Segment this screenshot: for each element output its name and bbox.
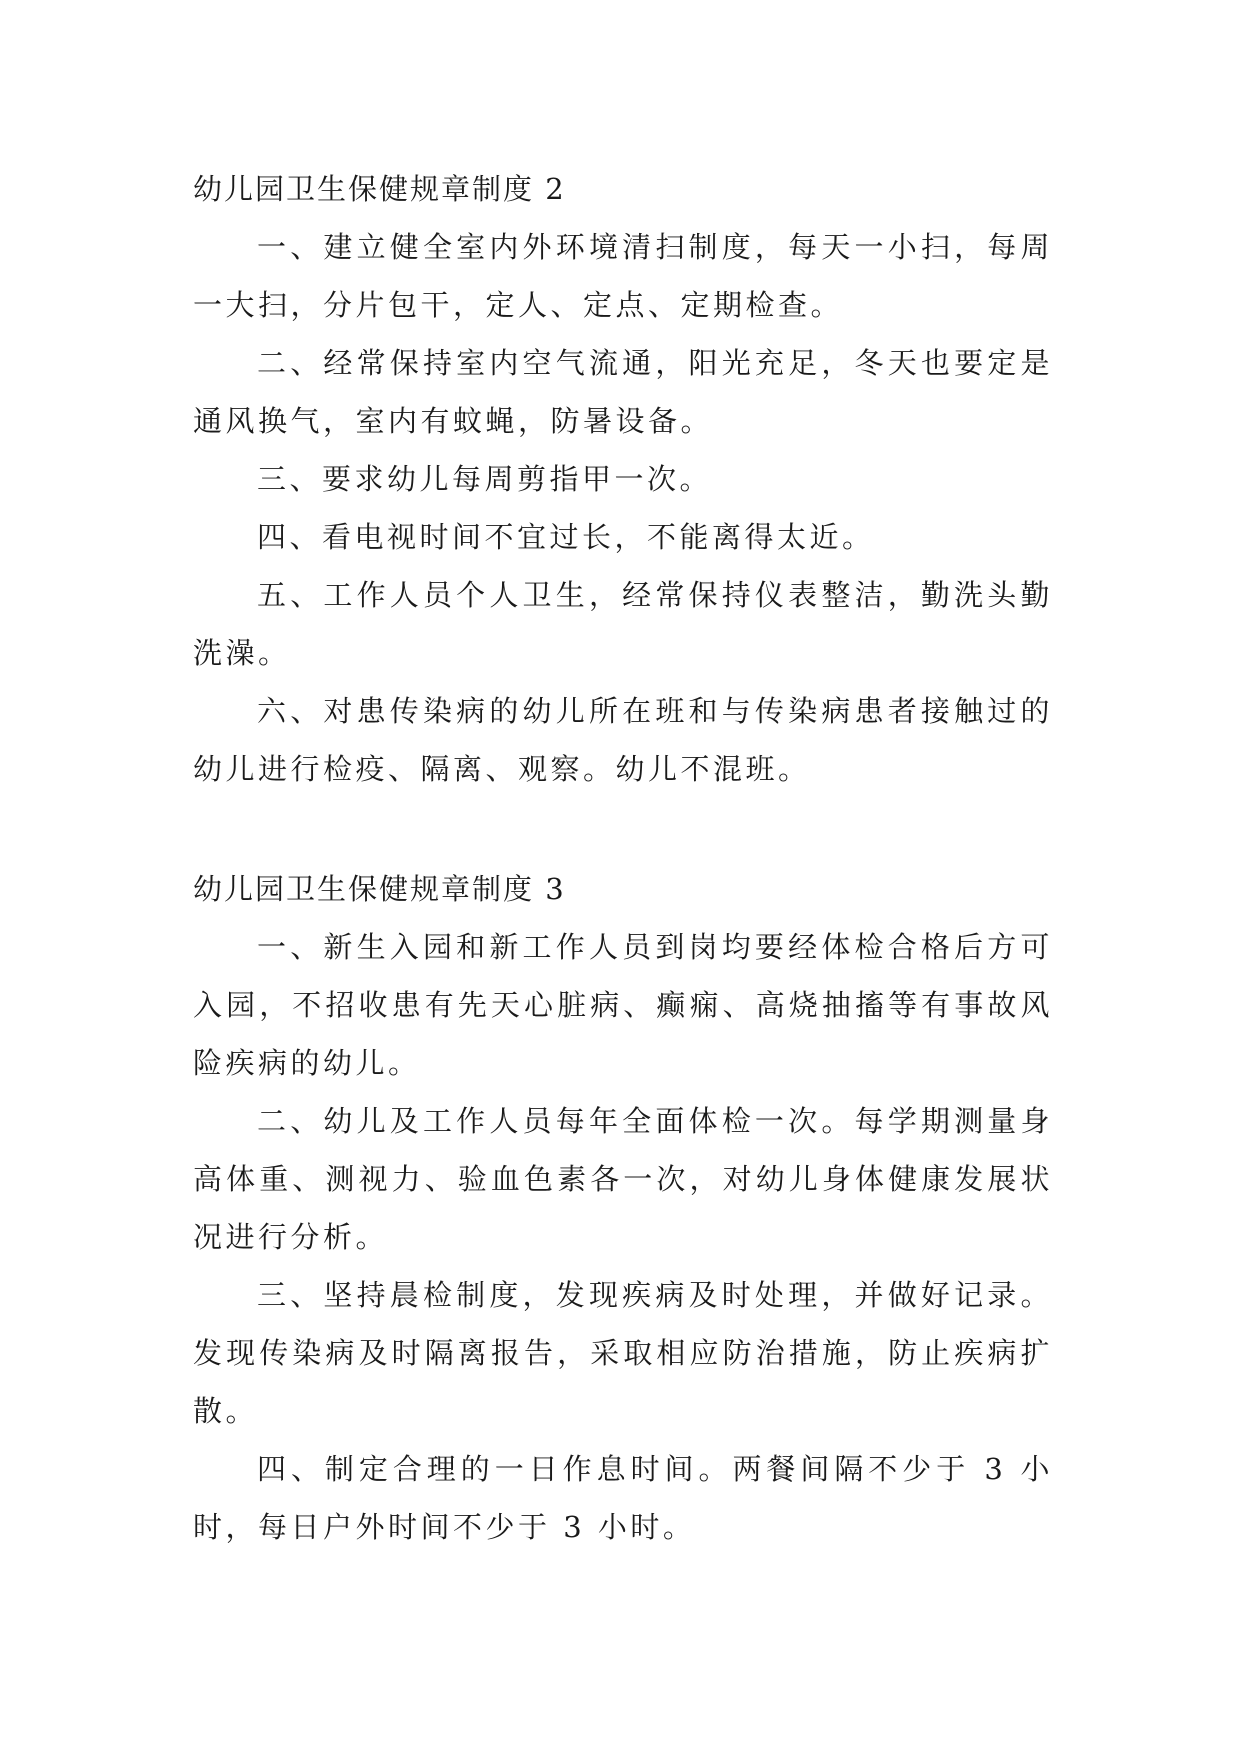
paragraph: 一、建立健全室内外环境清扫制度，每天一小扫，每周一大扫，分片包干，定人、定点、定期检查。: [193, 230, 1053, 322]
paragraph: 三、要求幼儿每周剪指甲一次。: [257, 462, 713, 496]
section-title: 幼儿园卫生保健规章制度 3: [193, 872, 566, 906]
paragraph: 一、新生入园和新工作人员到岗均要经体检合格后方可入园，不招收患有先天心脏病、癫痫、高烧抽搐等有事故风险疾病的幼儿。: [193, 930, 1053, 1080]
paragraph: 三、坚持晨检制度，发现疾病及时处理，并做好记录。发现传染病及时隔离报告，采取相应防治措施，防止疾病扩散。: [193, 1278, 1053, 1428]
paragraph: 五、工作人员个人卫生，经常保持仪表整洁，勤洗头勤洗澡。: [193, 578, 1053, 670]
section-regulation-3: [193, 860, 1053, 1556]
paragraph: 六、对患传染病的幼儿所在班和与传染病患者接触过的幼儿进行检疫、隔离、观察。幼儿不混班。: [193, 694, 1053, 786]
section-regulation-2: [193, 160, 1053, 798]
paragraph: 二、经常保持室内空气流通，阳光充足，冬天也要定是通风换气，室内有蚊蝇，防暑设备。: [193, 346, 1053, 438]
document-body: [193, 160, 1053, 1556]
paragraph: 四、制定合理的一日作息时间。两餐间隔不少于 3 小时，每日户外时间不少于 3 小时。: [193, 1452, 1053, 1544]
section-title: 幼儿园卫生保健规章制度 2: [193, 172, 566, 206]
paragraph: 四、看电视时间不宜过长，不能离得太近。: [257, 520, 875, 554]
paragraph: 二、幼儿及工作人员每年全面体检一次。每学期测量身高体重、测视力、验血色素各一次，对幼儿身体健康发展状况进行分析。: [193, 1104, 1053, 1254]
